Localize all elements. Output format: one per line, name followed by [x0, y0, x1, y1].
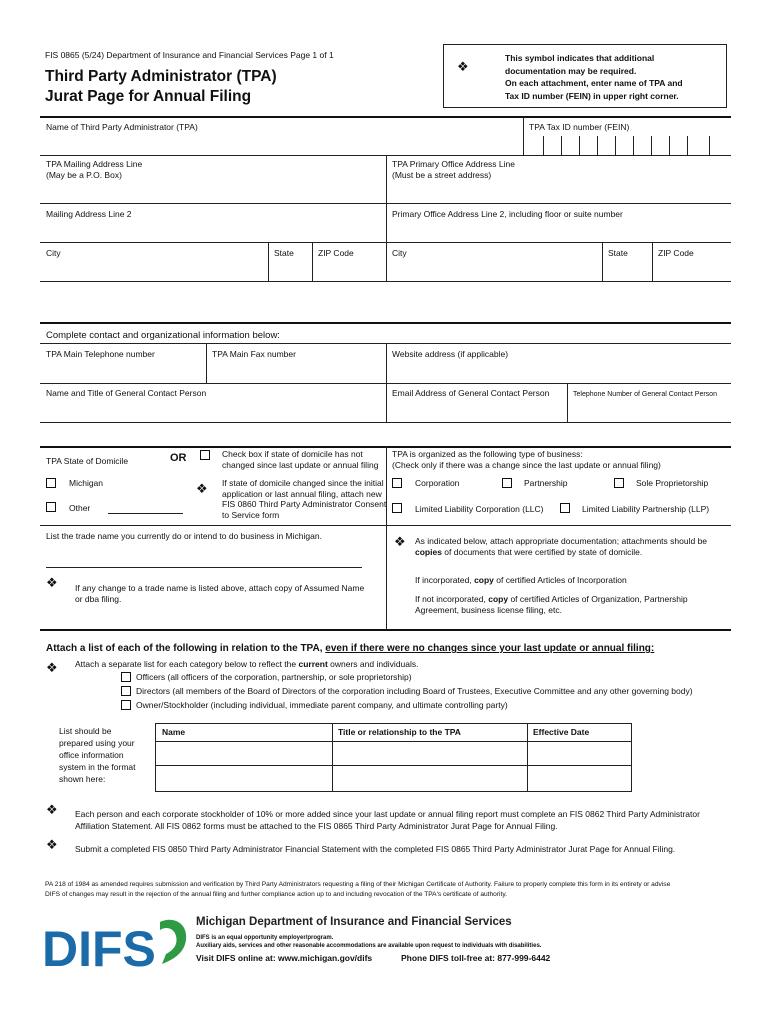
diamond-symbol-icon: ❖	[196, 481, 208, 496]
tpa-fein-field[interactable]: TPA Tax ID number (FEIN)	[529, 122, 630, 132]
other-state-input[interactable]	[108, 513, 183, 514]
llc-label: Limited Liability Corporation (LLC)	[415, 504, 544, 514]
other-checkbox[interactable]	[46, 502, 56, 512]
title-line-1: Third Party Administrator (TPA)	[45, 68, 277, 85]
owners-checkbox[interactable]	[121, 700, 131, 710]
directors-label: Directors (all members of the Board of Directors of the corporation including Board of Trustees, Executive Committee and any other governing body)	[136, 686, 693, 696]
aux-text: Auxiliary aids, services and other reasonable accommodations are available upon request to individuals with disabilities.	[196, 943, 542, 949]
contact-name-field[interactable]: Name and Title of General Contact Person	[46, 388, 207, 398]
partnership-label: Partnership	[524, 478, 568, 488]
divider	[40, 116, 731, 118]
diamond-symbol-icon: ❖	[394, 534, 406, 549]
department-name: Michigan Department of Insurance and Financial Services	[196, 916, 512, 928]
michigan-label: Michigan	[69, 478, 104, 488]
title-line-2: Jurat Page for Annual Filing	[45, 88, 252, 105]
mailing-zip-field[interactable]: ZIP Code	[318, 248, 354, 258]
trade-name-input[interactable]	[46, 567, 362, 568]
mailing-state-field[interactable]: State	[274, 248, 294, 258]
llc-checkbox[interactable]	[392, 503, 402, 513]
domicile-unchanged-label: Check box if state of domicile has not changed since last update or annual filing	[222, 449, 379, 470]
sample-table	[155, 723, 632, 792]
mailing-line2-field[interactable]: Mailing Address Line 2	[46, 209, 132, 219]
corporation-label: Corporation	[415, 478, 460, 488]
trade-name-label: List the trade name you currently do or intend to do business in Michigan.	[46, 531, 322, 541]
domicile-label: TPA State of Domicile	[46, 456, 129, 466]
diamond-symbol-icon: ❖	[46, 802, 58, 817]
column-header-name: Name	[162, 727, 186, 737]
directors-checkbox[interactable]	[121, 686, 131, 696]
other-label: Other	[69, 503, 91, 513]
mailing-city-field[interactable]: City	[46, 248, 61, 258]
office-zip-field[interactable]: ZIP Code	[658, 248, 694, 258]
column-header-title: Title or relationship to the TPA	[338, 727, 461, 737]
diamond-symbol-icon: ❖	[46, 837, 58, 852]
difs-logo	[40, 914, 190, 974]
logo-text: DIFS	[42, 921, 156, 974]
org-attach-note: As indicated below, attach appropriate documentation; attachments should be copies of documents that were certified by state of domicile.	[415, 536, 708, 557]
contact-email-field[interactable]: Email Address of General Contact Person	[392, 388, 550, 398]
mailing-line1-field[interactable]: TPA Mailing Address Line (May be a P.O. Box)	[46, 159, 143, 180]
sole-proprietorship-checkbox[interactable]	[614, 478, 624, 488]
phone-number: Phone DIFS toll-free at: 877-999-6442	[401, 953, 551, 963]
legal-text: PA 218 of 1984 as amended requires submission and verification by Third Party Administrators requesting a filing of their Michigan Certificate of Authority. Failure to properly complete this form in its entirety or advise DIFS of changes may result in the rejection of the annual filing and further compliance action up to and including revocation of the TPA's certificate of authority.	[45, 881, 671, 898]
diamond-symbol-icon: ❖	[457, 59, 469, 74]
not-incorporated-note: If not incorporated, copy of certified Articles of Organization, Partnership Agreement, business license filing, etc.	[415, 594, 688, 615]
michigan-checkbox[interactable]	[46, 478, 56, 488]
eoe-text: DIFS is an equal opportunity employer/program.	[196, 935, 334, 941]
partnership-checkbox[interactable]	[502, 478, 512, 488]
column-header-date: Effective Date	[533, 727, 590, 737]
page-title	[45, 67, 277, 107]
website-field[interactable]: Website address (if applicable)	[392, 349, 509, 359]
officers-checkbox[interactable]	[121, 672, 131, 682]
org-type-heading: TPA is organized as the following type of business: (Check only if there was a change since the last update or annual filing)	[392, 449, 661, 470]
office-line1-field[interactable]: TPA Primary Office Address Line (Must be a street address)	[392, 159, 515, 180]
office-line2-field[interactable]: Primary Office Address Line 2, including floor or suite number	[392, 209, 623, 219]
tpa-name-field[interactable]: Name of Third Party Administrator (TPA)	[46, 122, 198, 132]
attach-heading: Attach a list of each of the following in relation to the TPA, even if there were no changes since your last update or annual filing:	[46, 643, 655, 654]
form-info: FIS 0865 (5/24) Department of Insurance and Financial Services Page 1 of 1	[45, 50, 334, 60]
main-phone-field[interactable]: TPA Main Telephone number	[46, 349, 155, 359]
fein-boxes[interactable]	[543, 136, 709, 155]
office-state-field[interactable]: State	[608, 248, 628, 258]
diamond-symbol-icon: ❖	[46, 575, 58, 590]
website-link[interactable]: Visit DIFS online at: www.michigan.gov/difs	[196, 953, 373, 963]
owners-label: Owner/Stockholder (including individual, immediate parent company, and ultimate controlling party)	[136, 700, 508, 710]
officers-label: Officers (all officers of the corporation, partnership, or sole proprietorship)	[136, 672, 412, 682]
llp-checkbox[interactable]	[560, 503, 570, 513]
sole-proprietorship-label: Sole Proprietorship	[636, 478, 709, 488]
or-label: OR	[170, 452, 187, 464]
stockholder-note: Each person and each corporate stockholder of 10% or more added since your last update or annual filing report must complete an FIS 0862 Third Party Administrator Affiliation Statement. All FIS 0862 forms must be attached to the FIS 0865 Third Party Administrator Jurat Page for Annual Filing.	[75, 809, 700, 831]
main-fax-field[interactable]: TPA Main Fax number	[212, 349, 296, 359]
notice-text: This symbol indicates that additional documentation may be required. On each attachment, enter name of TPA and Tax ID number (FEIN) in upper right corner.	[505, 53, 683, 101]
attach-intro: Attach a separate list for each category below to reflect the current owners and individuals.	[75, 659, 419, 669]
trade-name-change-note: If any change to a trade name is listed above, attach copy of Assumed Name or dba filing.	[75, 583, 365, 604]
diamond-symbol-icon: ❖	[46, 660, 58, 675]
office-city-field[interactable]: City	[392, 248, 407, 258]
llp-label: Limited Liability Partnership (LLP)	[582, 504, 710, 514]
corporation-checkbox[interactable]	[392, 478, 402, 488]
incorporated-note: If incorporated, copy of certified Articles of Incorporation	[415, 575, 627, 585]
contact-heading: Complete contact and organizational information below:	[46, 330, 280, 341]
contact-phone-field[interactable]: Telephone Number of General Contact Person	[573, 391, 717, 398]
format-note: List should be prepared using your office information system in the format shown here:	[59, 726, 136, 784]
domicile-changed-note: If state of domicile changed since the initial application or last annual filing, attach new FIS 0860 Third Party Administrator Consent to Service form	[222, 478, 387, 520]
submit-note: Submit a completed FIS 0850 Third Party Administrator Financial Statement with the completed FIS 0865 Third Party Administrator Jurat Page for Annual Filing.	[75, 844, 676, 854]
domicile-unchanged-checkbox[interactable]	[200, 450, 210, 460]
